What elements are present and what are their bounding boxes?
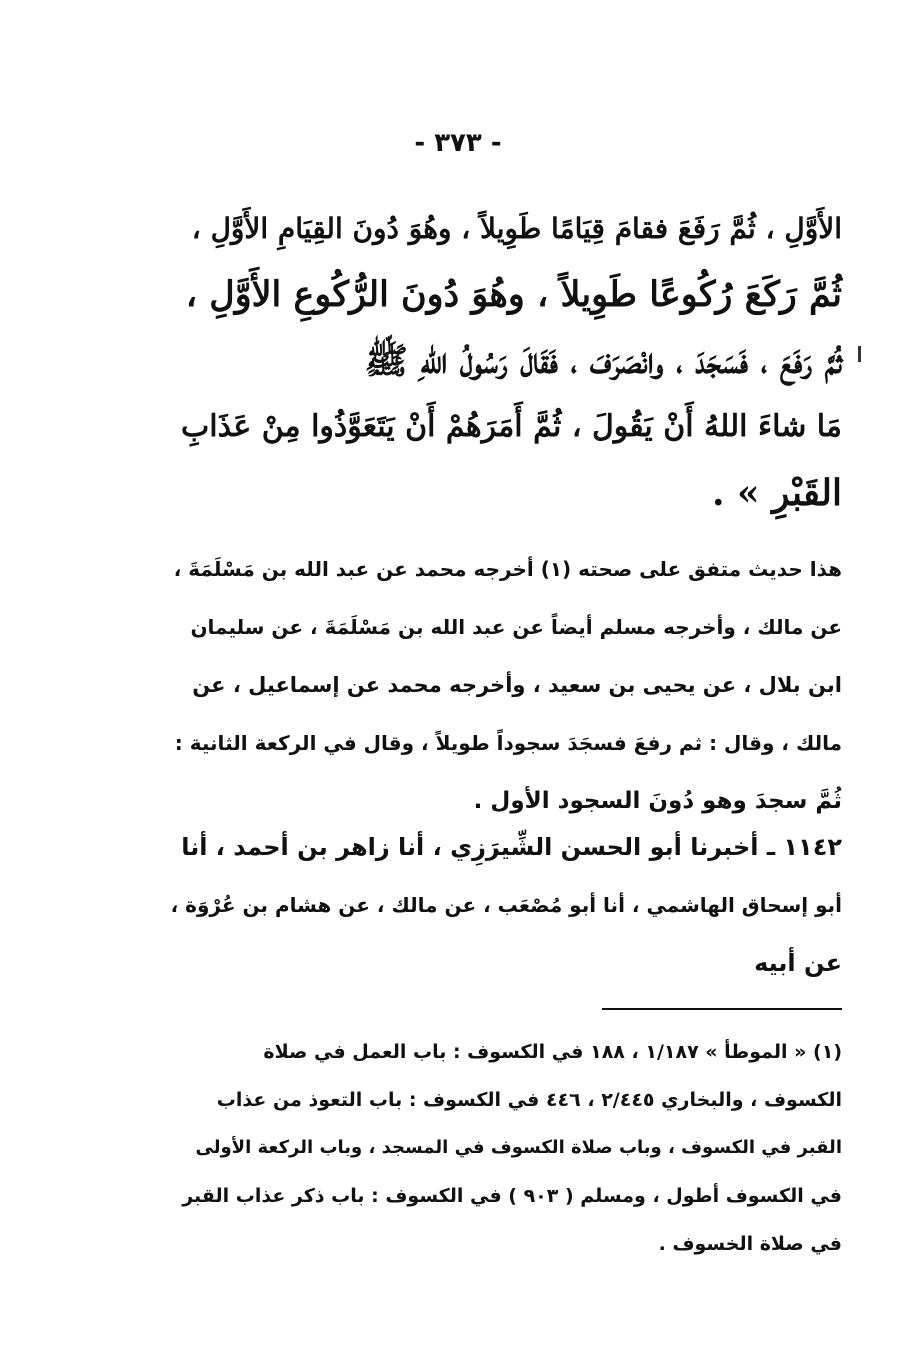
margin-mark bbox=[858, 346, 861, 362]
hadith-line: ثُمَّ رَكَعَ رُكُوعًا طَوِيلاً ، وهُوَ دُونَ الرُّكُوعِ الأَوَّلِ ، bbox=[185, 274, 842, 315]
footnote-line: الكسوف ، والبخاري ٢/٤٤٥ ، ٤٤٦ في الكسوف : باب التعوذ من عذاب bbox=[216, 1089, 842, 1111]
commentary-paragraph bbox=[170, 540, 842, 830]
page-number: - ٣٧٣ - bbox=[414, 128, 502, 158]
narration-line: عن أبيه bbox=[754, 949, 842, 977]
hadith-line: القَبْرِ » . bbox=[711, 472, 842, 514]
footnote-line: في صلاة الخسوف . bbox=[658, 1233, 842, 1255]
narration-paragraph bbox=[170, 818, 842, 992]
footnote-line: (١) « الموطأ » ١/١٨٧ ، ١٨٨ في الكسوف : باب العمل في صلاة bbox=[263, 1041, 842, 1063]
hadith-line: ثُمَّ رَفَعَ ، فَسَجَدَ ، وانْصَرَفَ ، فَقَالَ رَسُولُ اللهِ ﷺ bbox=[364, 340, 842, 382]
hadith-text bbox=[170, 196, 842, 526]
footnote-line: في الكسوف أطول ، ومسلم ( ٩٠٣ ) في الكسوف : باب ذكر عذاب القبر bbox=[182, 1185, 842, 1207]
footnotes bbox=[170, 1028, 842, 1268]
commentary-line: ثُمَّ سجدَ وهو دُونَ السجود الأول . bbox=[473, 788, 842, 814]
narration-line: ١١٤٢ ـ أخبرنا أبو الحسن الشِّيرَزِي ، أنا زاهر بن أحمد ، أنا bbox=[181, 833, 842, 861]
commentary-line: عن مالك ، وأخرجه مسلم أيضاً عن عبد الله بن مَسْلَمَةَ ، عن سليمان bbox=[190, 615, 842, 639]
hadith-line: مَا شاءَ اللهُ أَنْ يَقُولَ ، ثُمَّ أَمَرَهُمْ أَنْ يَتَعَوَّذُوا مِنْ عَذَابِ bbox=[181, 409, 842, 444]
commentary-line: هذا حديث متفق على صحته (١) أخرجه محمد عن عبد الله بن مَسْلَمَةَ ، bbox=[173, 557, 842, 581]
hadith-line: الأَوَّلِ ، ثُمَّ رَفَعَ فقامَ قِيَامًا طَوِيلاً ، وهُوَ دُونَ القِيَامِ الأَوَّلِ ، bbox=[191, 212, 842, 245]
narration-line: أبو إسحاق الهاشمي ، أنا أبو مُصْعَب ، عن مالك ، عن هشام بن عُرْوَة ، bbox=[170, 893, 842, 917]
commentary-line: ابن بلال ، عن يحيى بن سعيد ، وأخرجه محمد عن إسماعيل ، عن bbox=[192, 673, 842, 697]
footnote-divider bbox=[602, 1008, 842, 1010]
commentary-line: مالك ، وقال : ثم رفعَ فسجَدَ سجوداً طويلاً ، وقال في الركعة الثانية : bbox=[174, 731, 842, 755]
footnote-line: القبر في الكسوف ، وباب صلاة الكسوف في المسجد ، وباب الركعة الأولى bbox=[195, 1137, 842, 1158]
